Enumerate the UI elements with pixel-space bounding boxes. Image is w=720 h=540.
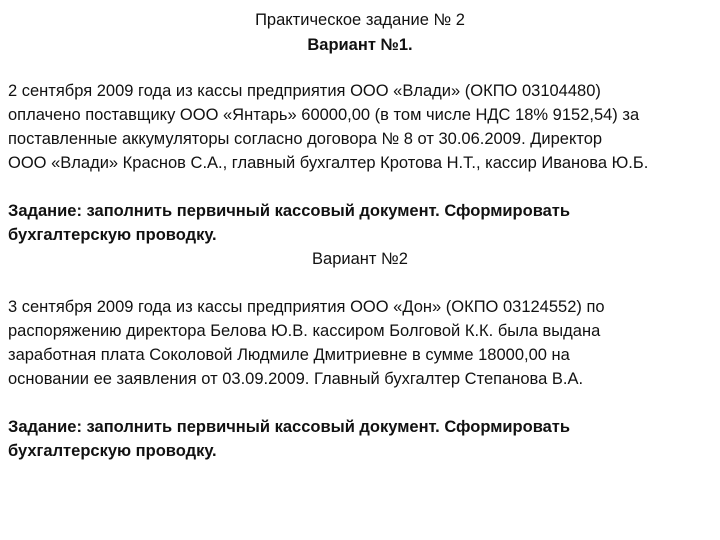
- variant-2-text-line-2: распоряжению директора Белова Ю.В. кассиром Болговой К.К. была выдана: [8, 322, 601, 340]
- variant-2-task-line-1: Задание: заполнить первичный кассовый документ. Сформировать: [8, 418, 571, 436]
- variant-1-text-line-4: ООО «Влади» Краснов С.А., главный бухгалтер Кротова Н.Т., кассир Иванова Ю.Б.: [8, 154, 649, 172]
- variant-2-text-line-3: заработная плата Соколовой Людмиле Дмитриевне в сумме 18000,00 на: [8, 346, 570, 364]
- variant-1-title: Вариант №1.: [307, 36, 413, 54]
- variant-2-text-line-4: основании ее заявления от 03.09.2009. Главный бухгалтер Степанова В.А.: [8, 370, 584, 388]
- variant-2-title: Вариант №2: [312, 250, 408, 268]
- variant-1-task-line-2: бухгалтерскую проводку.: [8, 226, 217, 244]
- variant-1-text-line-1: 2 сентября 2009 года из кассы предприятия ООО «Влади» (ОКПО 03104480): [8, 82, 601, 100]
- page-title: Практическое задание № 2: [255, 11, 465, 29]
- variant-1-text-line-2: оплачено поставщику ООО «Янтарь» 60000,00 (в том числе НДС 18% 9152,54) за: [8, 106, 640, 124]
- variant-2-text-line-1: 3 сентября 2009 года из кассы предприятия ООО «Дон» (ОКПО 03124552) по: [8, 298, 605, 316]
- variant-2-task-line-2: бухгалтерскую проводку.: [8, 442, 217, 460]
- variant-1-task-line-1: Задание: заполнить первичный кассовый документ. Сформировать: [8, 202, 571, 220]
- variant-1-text-line-3: поставленные аккумуляторы согласно договора № 8 от 30.06.2009. Директор: [8, 130, 603, 148]
